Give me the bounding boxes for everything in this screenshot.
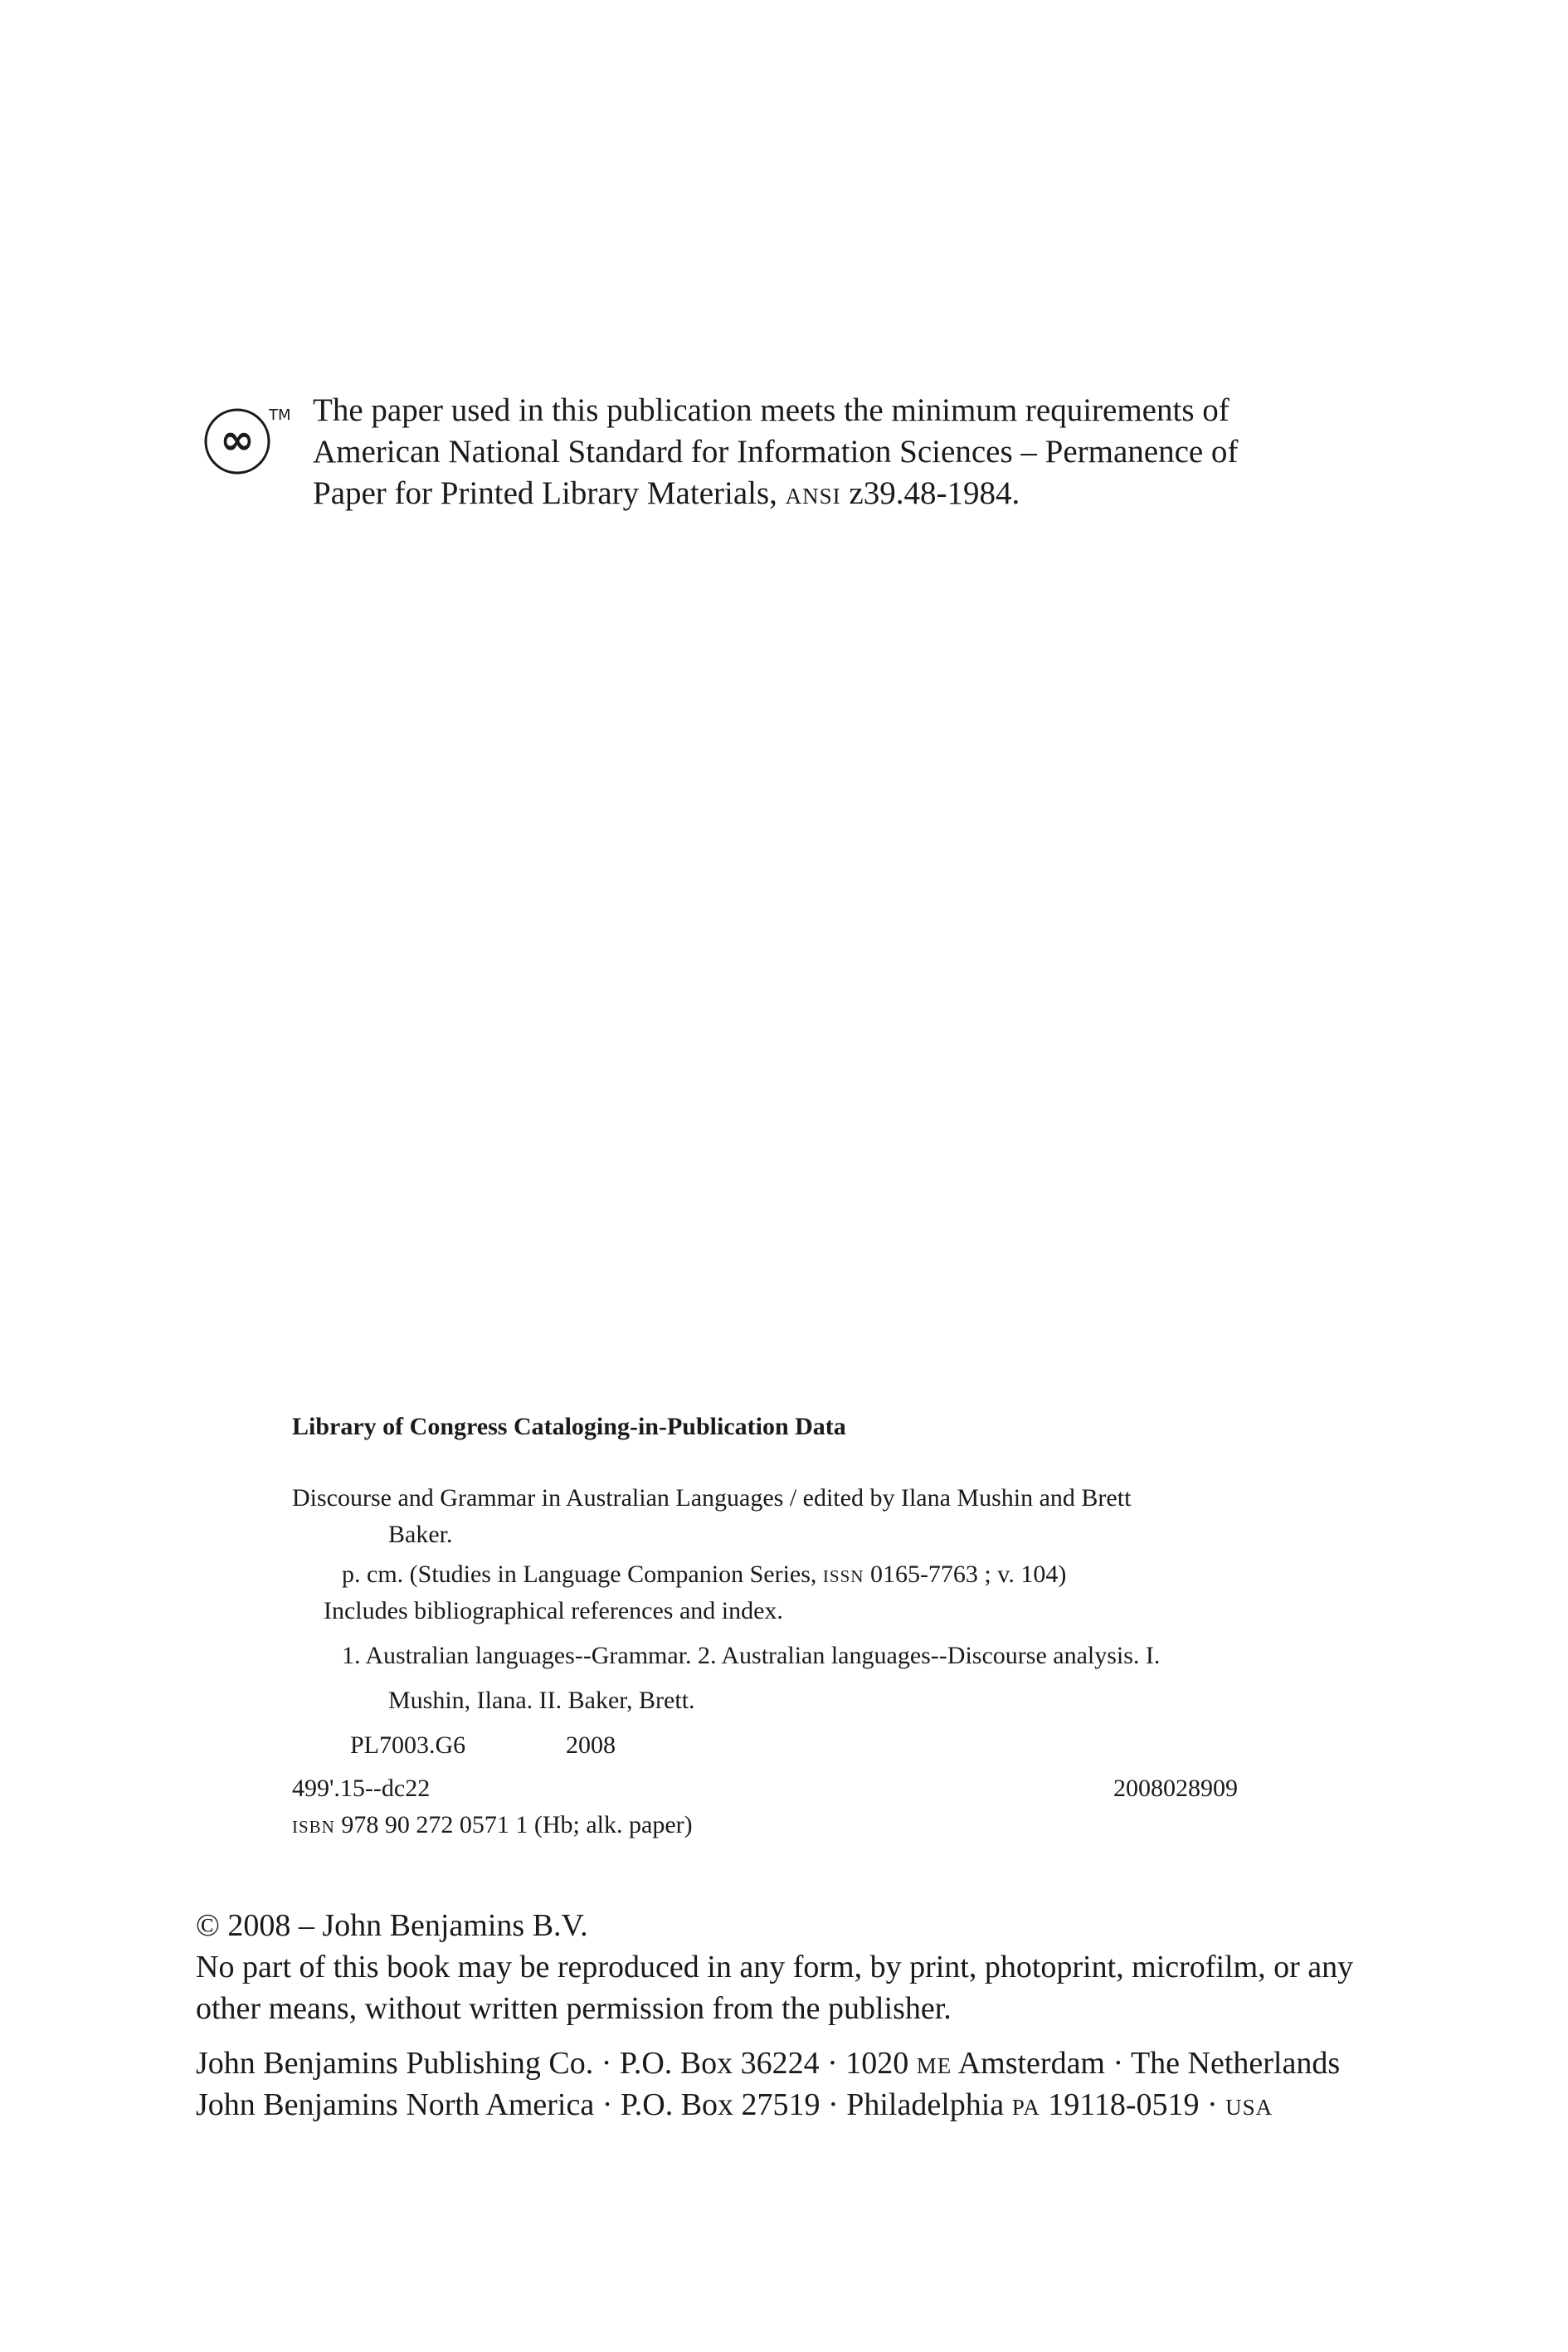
rights-line-2: other means, without written permission from the publisher. [196, 1991, 952, 2026]
cip-title-line-1: Discourse and Grammar in Australian Languages / edited by Ilana Mushin and Brett [292, 1484, 1132, 1512]
copyright-block [196, 1905, 1440, 2126]
infinity-glyph: ∞ [220, 416, 255, 464]
cip-lccn: 2008028909 [1113, 1775, 1238, 1802]
cip-heading [292, 1410, 846, 1444]
cip-title-line-2: Baker. [388, 1521, 453, 1548]
paper-notice-text [313, 390, 1238, 514]
cip-dewey: 499'.15--dc22 [292, 1775, 431, 1802]
cip-includes-note: Includes bibliographical references and index. [324, 1597, 783, 1624]
state-pa: pa [1011, 2087, 1040, 2122]
paper-notice-line-2: American National Standard for Information Sciences – Permanence of [313, 434, 1239, 470]
cip-heading-text: Library of Congress Cataloging-in-Publication Data [292, 1413, 846, 1440]
publisher-address-philadelphia [196, 2084, 1440, 2126]
postal-code-me: me [916, 2046, 952, 2081]
cip-isbn [292, 1809, 693, 1842]
address-amsterdam-text: John Benjamins Publishing Co. · P.O. Box 36224 · 1020 [196, 2046, 917, 2081]
zip-code: 19118-0519 · [1040, 2087, 1226, 2122]
trademark-mark: TM [269, 407, 290, 424]
address-philadelphia-text: John Benjamins North America · P.O. Box 27519 · Philadelphia [196, 2087, 1012, 2122]
ansi-standard-number: z39.48-1984. [840, 475, 1020, 511]
rights-line-1: No part of this book may be reproduced in any form, by print, photoprint, microfilm, or any [196, 1950, 1354, 1984]
country-usa: usa [1225, 2087, 1273, 2122]
cip-pages-series [342, 1558, 1066, 1591]
ansi-abbrev: ansi [785, 475, 841, 511]
issn-abbrev: issn [822, 1561, 864, 1588]
infinity-permanence-icon [199, 402, 290, 476]
isbn-number: 978 90 272 0571 1 (Hb; alk. paper) [334, 1811, 693, 1838]
isbn-abbrev: isbn [292, 1811, 335, 1838]
cip-subjects-line-2: Mushin, Ilana. II. Baker, Brett. [388, 1687, 695, 1714]
issn-number: 0165-7763 ; v. 104) [864, 1561, 1067, 1588]
publisher-address-amsterdam [196, 2043, 1440, 2084]
address-amsterdam-city: Amsterdam · The Netherlands [952, 2046, 1341, 2081]
cip-lc-class: PL7003.G6 [350, 1731, 466, 1759]
paper-notice-line-1: The paper used in this publication meets the minimum requirements of [313, 392, 1230, 428]
cip-pages-text: p. cm. (Studies in Language Companion Series, [342, 1561, 823, 1588]
copyright-line: © 2008 – John Benjamins B.V. [196, 1908, 588, 1943]
paper-notice-line-3-text: Paper for Printed Library Materials, [313, 475, 786, 511]
paper-notice-line-3 [313, 473, 1238, 514]
cip-lc-year: 2008 [566, 1731, 616, 1759]
cip-subjects-line-1: 1. Australian languages--Grammar. 2. Australian languages--Discourse analysis. I. [342, 1642, 1161, 1669]
